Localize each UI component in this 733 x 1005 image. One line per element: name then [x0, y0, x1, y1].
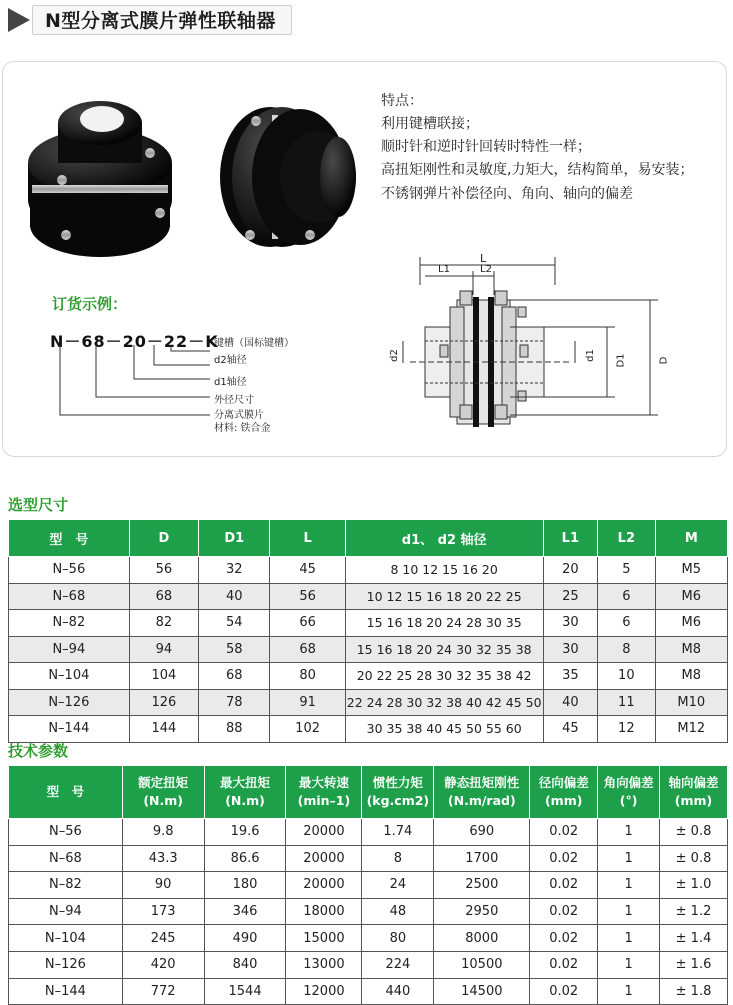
- dim-L2: L2: [480, 264, 492, 275]
- table-cell: N–68: [9, 583, 130, 610]
- table-cell: 102: [270, 716, 345, 743]
- page-title: N型分离式膜片弹性联轴器: [45, 10, 276, 32]
- table-cell: 32: [199, 557, 270, 584]
- table-cell: 0.02: [530, 978, 598, 1005]
- table-cell: 8 10 12 15 16 20: [345, 557, 543, 584]
- feature-line: 不锈钢弹片补偿径向、角向、轴向的偏差: [381, 186, 633, 202]
- table-cell: 420: [122, 951, 204, 978]
- table-cell: 690: [434, 819, 530, 846]
- col-header: [286, 766, 362, 819]
- table-cell: ± 1.2: [660, 898, 728, 925]
- col-header: L2: [598, 520, 655, 557]
- table-cell: 0.02: [530, 872, 598, 899]
- col-header-unit: (N.m): [225, 793, 265, 808]
- table-cell: 440: [362, 978, 434, 1005]
- table-cell: 90: [122, 872, 204, 899]
- table-cell: 173: [122, 898, 204, 925]
- table-cell: 346: [204, 898, 286, 925]
- table-cell: 10 12 15 16 18 20 22 25: [345, 583, 543, 610]
- table-cell: 144: [129, 716, 198, 743]
- table-cell: 24: [362, 872, 434, 899]
- table-cell: 20000: [286, 845, 362, 872]
- col-header-unit: (N.m/rad): [447, 793, 516, 808]
- order-label-type: 分离式膜片: [214, 410, 264, 421]
- table-cell: 9.8: [122, 819, 204, 846]
- table-cell: N–68: [9, 845, 123, 872]
- table-row: [9, 819, 728, 846]
- table-cell: M6: [655, 610, 727, 637]
- table-cell: 0.02: [530, 819, 598, 846]
- table-cell: 10: [598, 663, 655, 690]
- technical-drawing: [370, 245, 710, 445]
- col-header: d1、 d2 轴径: [345, 520, 543, 557]
- table-cell: 8: [362, 845, 434, 872]
- tech-title: 技术参数: [8, 742, 69, 760]
- selection-title: 选型尺寸: [8, 496, 69, 514]
- features-heading: 特点：: [381, 93, 423, 109]
- table-cell: M10: [655, 689, 727, 716]
- table-cell: 82: [129, 610, 198, 637]
- col-header: [598, 766, 660, 819]
- col-header-unit: (min–1): [297, 793, 351, 808]
- col-header: [362, 766, 434, 819]
- table-cell: N–56: [9, 819, 123, 846]
- table-cell: 68: [129, 583, 198, 610]
- table-cell: 58: [199, 636, 270, 663]
- table-cell: 40: [199, 583, 270, 610]
- col-header: D: [129, 520, 198, 557]
- table-cell: 15 16 18 20 24 28 30 35: [345, 610, 543, 637]
- table-row: [9, 872, 728, 899]
- table-cell: 11: [598, 689, 655, 716]
- table-cell: 68: [270, 636, 345, 663]
- order-label-d2: d2轴径: [214, 355, 247, 366]
- order-label-material: 材料: 铁合金: [214, 423, 271, 434]
- table-cell: N–94: [9, 636, 130, 663]
- table-cell: 1: [598, 978, 660, 1005]
- table-cell: 54: [199, 610, 270, 637]
- table-cell: 66: [270, 610, 345, 637]
- table-cell: 40: [543, 689, 598, 716]
- table-cell: 1: [598, 845, 660, 872]
- table-cell: 30: [543, 636, 598, 663]
- col-header: [530, 766, 598, 819]
- table-cell: 35: [543, 663, 598, 690]
- selection-table: [8, 519, 728, 743]
- table-cell: N–82: [9, 610, 130, 637]
- col-header: [122, 766, 204, 819]
- table-cell: 20: [543, 557, 598, 584]
- col-header-label: 型 号: [46, 784, 85, 799]
- col-header-label: 角向偏差: [603, 775, 654, 790]
- table-cell: 91: [270, 689, 345, 716]
- table-cell: 6: [598, 610, 655, 637]
- table-cell: 8: [598, 636, 655, 663]
- table-cell: 15 16 18 20 24 30 32 35 38: [345, 636, 543, 663]
- table-row: [9, 716, 728, 743]
- tech-table: [8, 765, 728, 1005]
- table-cell: 1: [598, 925, 660, 952]
- table-cell: 6: [598, 583, 655, 610]
- col-header-label: 最大扭矩: [220, 775, 271, 790]
- table-cell: N–144: [9, 978, 123, 1005]
- table-row: [9, 583, 728, 610]
- order-label-d1: d1轴径: [214, 377, 247, 388]
- feature-line: 利用键槽联接；: [381, 116, 479, 132]
- table-header-row: [9, 766, 728, 819]
- order-label-outer: 外径尺寸: [214, 395, 254, 406]
- table-cell: 840: [204, 951, 286, 978]
- table-cell: 0.02: [530, 925, 598, 952]
- col-header: [204, 766, 286, 819]
- table-cell: 8000: [434, 925, 530, 952]
- col-header: M: [655, 520, 727, 557]
- table-cell: 0.02: [530, 845, 598, 872]
- table-cell: 15000: [286, 925, 362, 952]
- table-cell: 13000: [286, 951, 362, 978]
- table-cell: 1: [598, 819, 660, 846]
- table-cell: 68: [199, 663, 270, 690]
- table-cell: M5: [655, 557, 727, 584]
- table-cell: 12000: [286, 978, 362, 1005]
- table-cell: 20000: [286, 819, 362, 846]
- col-header-label: 惯性力矩: [372, 775, 423, 790]
- table-row: [9, 925, 728, 952]
- table-cell: 14500: [434, 978, 530, 1005]
- table-row: [9, 845, 728, 872]
- col-header: 型 号: [9, 520, 130, 557]
- table-cell: 80: [362, 925, 434, 952]
- col-header-label: 静态扭矩刚性: [444, 775, 520, 790]
- table-cell: 19.6: [204, 819, 286, 846]
- table-cell: ± 1.0: [660, 872, 728, 899]
- table-cell: 180: [204, 872, 286, 899]
- dim-D: D: [658, 356, 670, 365]
- table-cell: 1544: [204, 978, 286, 1005]
- col-header: L1: [543, 520, 598, 557]
- col-header-unit: (mm): [674, 793, 713, 808]
- table-cell: 45: [543, 716, 598, 743]
- table-cell: 80: [270, 663, 345, 690]
- table-cell: ± 0.8: [660, 845, 728, 872]
- coupling-left: [28, 101, 172, 257]
- col-header-unit: (N.m): [143, 793, 183, 808]
- dim-D1: D1: [615, 353, 627, 368]
- table-cell: 2950: [434, 898, 530, 925]
- product-photo: [20, 85, 360, 275]
- dim-L: L: [480, 252, 487, 265]
- table-row: [9, 663, 728, 690]
- title-arrow-icon: [8, 8, 30, 32]
- table-cell: N–56: [9, 557, 130, 584]
- table-cell: M8: [655, 636, 727, 663]
- table-cell: 1.74: [362, 819, 434, 846]
- table-cell: N–144: [9, 716, 130, 743]
- table-cell: 1: [598, 951, 660, 978]
- table-row: [9, 898, 728, 925]
- table-cell: 18000: [286, 898, 362, 925]
- table-cell: 5: [598, 557, 655, 584]
- table-row: [9, 557, 728, 584]
- dim-L1: L1: [438, 264, 450, 275]
- table-cell: 224: [362, 951, 434, 978]
- col-header: [660, 766, 728, 819]
- dim-d1: d1: [584, 349, 596, 362]
- table-cell: N–126: [9, 951, 123, 978]
- order-title: 订货示例：: [52, 295, 128, 313]
- table-cell: 56: [270, 583, 345, 610]
- table-cell: 86.6: [204, 845, 286, 872]
- table-cell: 48: [362, 898, 434, 925]
- table-cell: N–94: [9, 898, 123, 925]
- feature-line: 顺时针和逆时针回转时特性一样；: [381, 139, 591, 155]
- dim-d2: d2: [388, 349, 400, 362]
- table-cell: N–126: [9, 689, 130, 716]
- table-cell: ± 1.8: [660, 978, 728, 1005]
- table-cell: 772: [122, 978, 204, 1005]
- table-row: [9, 951, 728, 978]
- table-cell: 104: [129, 663, 198, 690]
- col-header-label: 径向偏差: [538, 775, 589, 790]
- table-row: [9, 610, 728, 637]
- table-cell: 22 24 28 30 32 38 40 42 45 50: [345, 689, 543, 716]
- table-cell: 1: [598, 872, 660, 899]
- table-cell: 490: [204, 925, 286, 952]
- table-cell: 20000: [286, 872, 362, 899]
- feature-line: 高扭矩刚性和灵敏度,力矩大，结构简单，易安装；: [381, 162, 694, 178]
- col-header-label: 最大转速: [298, 775, 349, 790]
- table-cell: 25: [543, 583, 598, 610]
- table-row: [9, 978, 728, 1005]
- table-cell: M6: [655, 583, 727, 610]
- table-cell: N–104: [9, 663, 130, 690]
- table-cell: 30: [543, 610, 598, 637]
- col-header-unit: (°): [619, 793, 638, 808]
- table-cell: M12: [655, 716, 727, 743]
- coupling-right: [220, 107, 356, 247]
- table-cell: 78: [199, 689, 270, 716]
- order-label-keyway: 键槽（国标键槽）: [214, 338, 294, 349]
- table-cell: 43.3: [122, 845, 204, 872]
- table-cell: 94: [129, 636, 198, 663]
- table-row: [9, 689, 728, 716]
- table-cell: 2500: [434, 872, 530, 899]
- col-header-unit: (mm): [544, 793, 583, 808]
- table-cell: 56: [129, 557, 198, 584]
- table-cell: 30 35 38 40 45 50 55 60: [345, 716, 543, 743]
- col-header-label: 额定扭矩: [138, 775, 189, 790]
- table-cell: ± 0.8: [660, 819, 728, 846]
- order-leader-lines: [50, 345, 220, 425]
- col-header-label: 轴向偏差: [668, 775, 719, 790]
- table-cell: 245: [122, 925, 204, 952]
- table-cell: 126: [129, 689, 198, 716]
- table-cell: 45: [270, 557, 345, 584]
- table-cell: N–104: [9, 925, 123, 952]
- table-cell: 1: [598, 898, 660, 925]
- table-cell: 88: [199, 716, 270, 743]
- table-cell: 0.02: [530, 951, 598, 978]
- order-code: N－68－20－22－K: [50, 332, 219, 351]
- table-cell: M8: [655, 663, 727, 690]
- table-cell: ± 1.6: [660, 951, 728, 978]
- table-cell: 12: [598, 716, 655, 743]
- table-row: [9, 636, 728, 663]
- table-cell: 10500: [434, 951, 530, 978]
- col-header: [434, 766, 530, 819]
- col-header: L: [270, 520, 345, 557]
- col-header: [9, 766, 123, 819]
- table-cell: ± 1.4: [660, 925, 728, 952]
- col-header: D1: [199, 520, 270, 557]
- table-cell: N–82: [9, 872, 123, 899]
- col-header-unit: (kg.cm2): [366, 793, 430, 808]
- table-header-row: [9, 520, 728, 557]
- table-cell: 0.02: [530, 898, 598, 925]
- table-cell: 20 22 25 28 30 32 35 38 42: [345, 663, 543, 690]
- table-cell: 1700: [434, 845, 530, 872]
